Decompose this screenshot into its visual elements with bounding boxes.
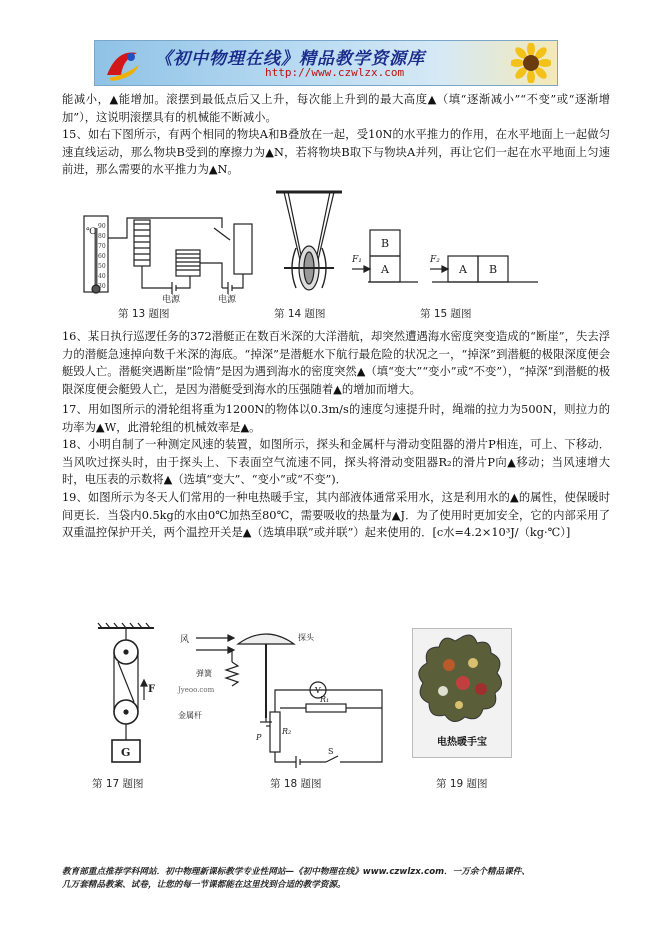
wind-label: 风	[180, 635, 190, 645]
figure-17-pulley	[94, 622, 164, 772]
figure-14-maxwell-wheel	[270, 188, 350, 306]
watermark-text: Jyeoo.com	[178, 686, 215, 694]
weight-g-label: G	[121, 746, 131, 759]
caption-figure-18: 第 18 题图	[270, 778, 322, 790]
paragraph-continuation: 能减小，▲能增加。滚摆到最低点后又上升，每次能上升到的最大高度▲（填“逐渐减小”“不变”或“逐渐增加”），这说明滚摆具有的机械能不断减小。	[62, 93, 610, 124]
block-a2-label: A	[459, 263, 467, 276]
block-b2-label: B	[489, 263, 498, 276]
figure-19-hand-warmer-photo	[412, 628, 512, 758]
caption-figure-15: 第 15 题图	[420, 308, 472, 320]
power-label-1: 电源	[162, 295, 181, 305]
thermo-tick: 60	[98, 253, 106, 260]
figure-18-wind-meter	[176, 622, 386, 772]
r1-label: R₁	[320, 695, 330, 704]
caption-figure-13: 第 13 题图	[118, 308, 170, 320]
question-15: 15、如右下图所示，有两个相同的物块A和B叠放在一起，受10N的水平推力的作用，在水平地面上一起做匀速直线运动，那么物块B受到的摩擦力为▲N，若将物块B取下与物块A并列，再让它们一起在水平地面上匀速前进，那么需要的水平推力为▲N。	[62, 128, 610, 176]
caption-figure-17: 第 17 题图	[92, 778, 144, 790]
figure-15-blocks	[348, 212, 548, 302]
caption-figure-19: 第 19 题图	[436, 778, 488, 790]
hand-warmer-image	[413, 629, 511, 729]
voltmeter-v-label: V	[315, 686, 321, 695]
spring-label: 弹簧	[196, 669, 212, 678]
force-f2-label: F₂	[430, 255, 440, 265]
question-19: 19、如图所示为冬天人们常用的一种电热暖手宝，其内部液体通常采用水，这是利用水的▲的属性，使保暖时间更长．当袋内0.5kg的水由0℃加热至80℃，需要吸收的热量为▲J．为了使用时更加安全，它的内部采用了双重温控保护开关，两个温控开关是▲（选填串联”或并联”）起来使用的．[c水=4.2×10³J/（kg·℃）]	[62, 491, 610, 539]
thermo-tick: 40	[98, 273, 106, 280]
thermo-tick: 90	[98, 223, 106, 230]
site-logo-icon	[103, 45, 143, 83]
force-f-label: F	[148, 684, 156, 695]
caption-figure-14: 第 14 题图	[274, 308, 326, 320]
metal-rod-label: 金属杆	[178, 711, 202, 720]
page-footer	[62, 866, 622, 892]
switch-s-label: S	[328, 747, 334, 756]
thermo-tick: 50	[98, 263, 106, 270]
footer-line-2: 几万套精品教案、试卷，让您的每一节课都能在这里找到合适的教学资源。	[62, 880, 346, 890]
thermo-tick: 70	[98, 243, 106, 250]
block-a-label: A	[381, 263, 389, 276]
probe-label: 探头	[298, 633, 314, 642]
question-17: 17、用如图所示的滑轮组将重为1200N的物体以0.3m/s的速度匀速提升时，绳端的拉力为500N，则拉力的功率为▲W，此滑轮组的机械效率是▲。	[62, 403, 610, 434]
thermo-tick: 30	[98, 283, 106, 290]
banner-url[interactable]: http://www.czwlzx.com	[265, 66, 405, 79]
sunflower-icon	[511, 43, 551, 83]
header-banner	[94, 40, 558, 86]
thermo-unit: ℃	[86, 227, 97, 237]
force-f1-label: F₁	[352, 255, 362, 265]
power-label-2: 电源	[218, 295, 237, 305]
question-18: 18、小明自制了一种测定风速的装置，如图所示，探头和金属杆与滑动变阻器的滑片P相连，可上、下移动．当风吹过探头时，由于探头上、下表面空气流速不同，探头将滑动变阻器R₂的滑片P向▲移动；当风速增大时，电压表的示数将▲（选填“变大”、“变小”或“不变”)．	[62, 438, 610, 486]
banner-title: 《初中物理在线》精品教学资源库	[155, 49, 425, 69]
block-b-label: B	[381, 237, 390, 250]
r2-label: R₂	[282, 727, 292, 736]
hand-warmer-label: 电热暖手宝	[437, 737, 487, 748]
figure-13-thermostat-circuit	[72, 188, 262, 306]
slider-p-label: P	[256, 733, 262, 742]
thermo-tick: 80	[98, 233, 106, 240]
question-16: 16、某日执行巡逻任务的372潜艇正在数百米深的大洋潜航，却突然遭遇海水密度突变造成的“断崖”，失去浮力的潜艇急速掉向数千米深的海底。“掉深”是潜艇水下航行最危险的状况之一，“掉深”到潜艇的极限深度便会艇毁人亡。潜艇突遇断崖”险情”是因为遇到海水的密度突然▲（填“变大”“变小”或“不变”），“掉深”到潜艇的极限深度便会艇毁人亡，是因为潜艇受到海水的压强随着▲的增加而增大。	[62, 330, 610, 396]
footer-line-1: 教育部重点推荐学科网站．初中物理新课标教学专业性网站—《初中物理在线》www.czwlzx.com．一万余个精品课件、	[62, 867, 530, 877]
